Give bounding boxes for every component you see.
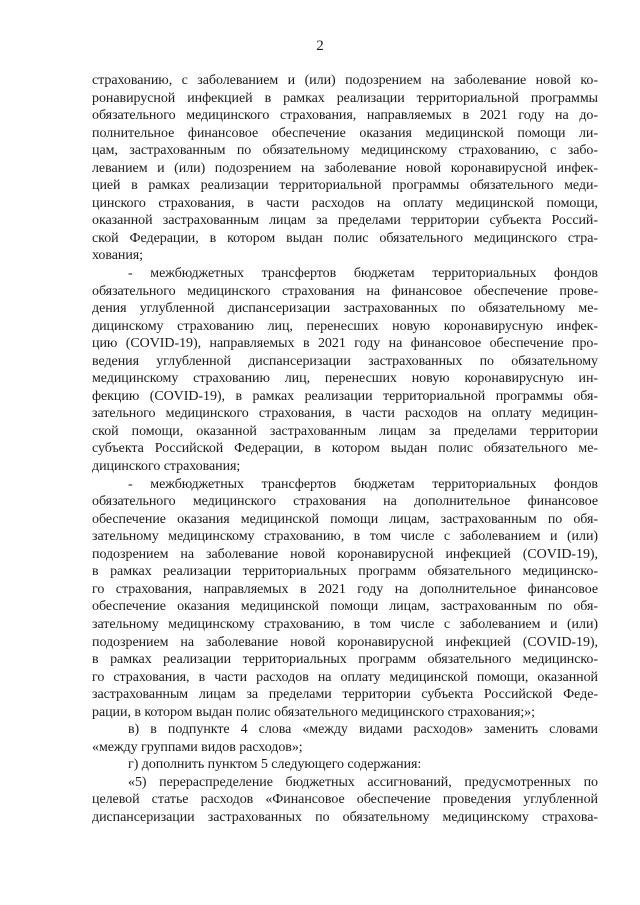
text-line: в) в подпункте 4 слова «между видами расходов» заменить словами bbox=[128, 722, 598, 738]
text-line: подозрением на заболевание новой коронавирусной инфекцией (COVID-19), bbox=[92, 546, 598, 562]
paragraph bbox=[92, 72, 598, 265]
text-line: застрахованным лицам за пределами территории субъекта Российской Феде- bbox=[92, 687, 598, 703]
text-line: в рамках реализации территориальных программ обязательного медицинско- bbox=[92, 652, 598, 668]
text-line: цам, застрахованным по обязательному медицинскому страхованию, с забо- bbox=[92, 143, 598, 159]
text-line: цию (COVID-19), направляемых в 2021 году на финансовое обеспечение про- bbox=[92, 336, 598, 352]
text-line: в рамках реализации территориальных программ обязательного медицинско- bbox=[92, 564, 598, 580]
text-line: дения углубленной диспансеризации застрахованных по обязательному ме- bbox=[92, 301, 598, 317]
text-line: го страхования, в части расходов на оплату медицинской помощи, оказанной bbox=[92, 669, 598, 685]
document-body bbox=[92, 72, 598, 827]
text-line: целевой статье расходов «Финансовое обеспечение проведения углубленной bbox=[92, 792, 598, 808]
paragraph bbox=[92, 265, 598, 476]
text-line: леванием и (или) подозрением на заболевание новой коронавирусной инфек- bbox=[92, 160, 598, 176]
text-line: оказанной застрахованным лицам за пределами территории субъекта Россий- bbox=[92, 213, 598, 229]
text-line: подозрением на заболевание новой коронавирусной инфекцией (COVID-19), bbox=[92, 634, 598, 650]
text-line: субъекта Российской Федерации, в котором выдан полис обязательного ме- bbox=[92, 441, 598, 457]
text-line: зательного медицинского страхования, в части расходов на оплату медицин- bbox=[92, 406, 598, 422]
text-line: «5) перераспределение бюджетных ассигнований, предусмотренных по bbox=[128, 774, 598, 790]
text-line: дицинского страхования; bbox=[92, 459, 241, 475]
text-line: - межбюджетных трансфертов бюджетам территориальных фондов bbox=[128, 266, 598, 282]
text-line: хования; bbox=[92, 248, 144, 264]
text-line: обязательного медицинского страхования, направляемых в 2021 году на до- bbox=[92, 108, 598, 124]
text-line: обязательного медицинского страхования на дополнительное финансовое bbox=[92, 494, 598, 510]
text-line: обязательного медицинского страхования на финансовое обеспечение прове- bbox=[92, 283, 598, 299]
paragraph bbox=[92, 756, 598, 774]
text-line: цинского страхования, в части расходов на оплату медицинской помощи, bbox=[92, 195, 598, 211]
text-line: ведения углубленной диспансеризации застрахованных по обязательному bbox=[92, 353, 598, 369]
text-line: зательному медицинскому страхованию, в том числе с заболеванием и (или) bbox=[92, 529, 598, 545]
text-line: г) дополнить пунктом 5 следующего содержания: bbox=[128, 757, 422, 773]
text-line: медицинскому страхованию лиц, перенесших новую коронавирусную ин- bbox=[92, 371, 598, 387]
text-line: ронавирусной инфекцией в рамках реализации территориальной программы bbox=[92, 90, 598, 106]
text-line: ской помощи, оказанной застрахованным лицам за пределами территории bbox=[92, 423, 598, 439]
paragraph bbox=[92, 721, 598, 756]
text-line: дицинскому страхованию лиц, перенесших новую коронавирусную инфек- bbox=[92, 318, 598, 334]
text-line: «между группами видов расходов»; bbox=[92, 739, 303, 755]
page-number: 2 bbox=[316, 38, 324, 54]
text-line: го страхования, направляемых в 2021 году на дополнительное финансовое bbox=[92, 581, 598, 597]
paragraph bbox=[92, 476, 598, 722]
text-line: полнительное финансовое обеспечение оказания медицинской помощи ли- bbox=[92, 125, 598, 141]
text-line: обеспечение оказания медицинской помощи лицам, застрахованным по обя- bbox=[92, 511, 598, 527]
text-line: диспансеризации застрахованных по обязательному медицинскому страхова- bbox=[92, 809, 598, 825]
text-line: рации, в котором выдан полис обязательного медицинского страхования;»; bbox=[92, 704, 535, 720]
text-line: ской Федерации, в котором выдан полис обязательного медицинского стра- bbox=[92, 230, 598, 246]
text-line: обеспечение оказания медицинской помощи лицам, застрахованным по обя- bbox=[92, 599, 598, 615]
text-line: зательному медицинскому страхованию, в том числе с заболеванием и (или) bbox=[92, 616, 598, 632]
text-line: - межбюджетных трансфертов бюджетам территориальных фондов bbox=[128, 476, 598, 492]
text-line: фекцию (COVID-19), в рамках реализации территориальной программы обя- bbox=[92, 388, 598, 404]
text-line: страхованию, с заболеванием и (или) подозрением на заболевание новой ко- bbox=[92, 73, 598, 88]
text-line: цией в рамках реализации территориальной программы обязательного меди- bbox=[92, 178, 598, 194]
paragraph bbox=[92, 774, 598, 827]
